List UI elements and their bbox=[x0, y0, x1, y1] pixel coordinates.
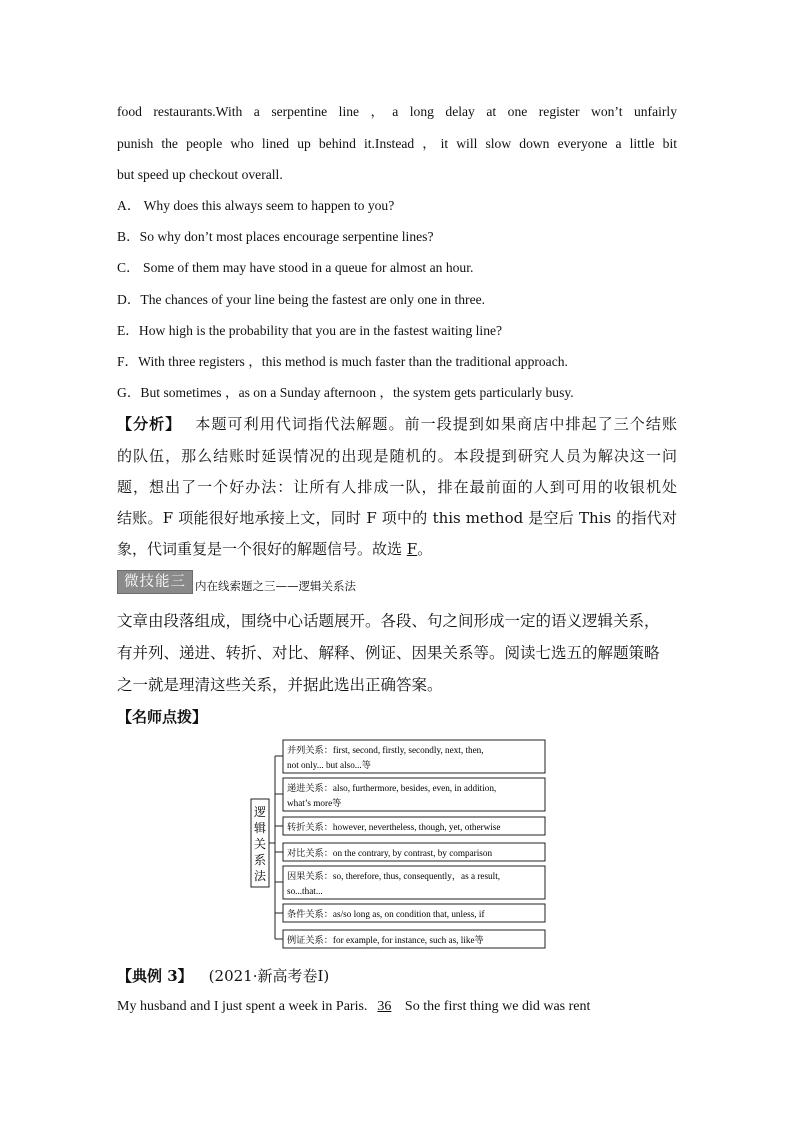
example-source: (2021·新高考卷Ⅰ) bbox=[208, 967, 330, 985]
section-body-line: 之一就是理清这些关系，并据此选出正确答案。 bbox=[117, 676, 443, 694]
section-title: 内在线索题之三——逻辑关系法 bbox=[195, 579, 356, 593]
passage-line: punish the people who lined up behind it.Instead ，it will slow down everyone a little bit bbox=[117, 136, 677, 151]
diagram-box-text: 对比关系：on the contrary, by contrast, by comparison bbox=[287, 848, 493, 858]
center-char: 关 bbox=[253, 837, 267, 851]
section-body-line: 文章由段落组成，围绕中心话题展开。各段、句之间形成一定的语义逻辑关系， bbox=[117, 612, 660, 630]
diagram-center-label bbox=[254, 805, 267, 883]
center-char: 辑 bbox=[253, 821, 267, 835]
option-b: B．So why don’t most places encourage serpentine lines? bbox=[117, 229, 434, 244]
option-c: C． Some of them may have stood in a queue for almost an hour. bbox=[117, 260, 474, 275]
option-d: D．The chances of your line being the fastest are only one in three. bbox=[117, 292, 486, 307]
option-f: F．With three registers ，this method is much faster than the traditional approach. bbox=[117, 354, 568, 369]
section-tag: 微技能三 bbox=[117, 570, 193, 594]
analysis-line-2: 的队伍，那么结账时延误情况的出现是随机的。本段提到研究人员为解决这一问 bbox=[117, 447, 677, 465]
diagram-box-text: 并列关系：first, second, firstly, secondly, next, then, bbox=[287, 745, 484, 755]
analysis-label: 【分析】 bbox=[117, 415, 182, 433]
analysis-line-4: 结账。F 项能很好地承接上文，同时 F 项中的 this method 是空后 This 的指代对 bbox=[117, 509, 677, 527]
logic-relation-diagram bbox=[245, 735, 550, 951]
passage-line: but speed up checkout overall. bbox=[117, 167, 283, 182]
option-e: E．How high is the probability that you are in the fastest waiting line? bbox=[117, 323, 503, 338]
diagram-box-text: 转折关系：however, nevertheless, though, yet, otherwise bbox=[287, 822, 501, 832]
passage-line: My husband and I just spent a week in Paris. 36 So the first thing we did was rent bbox=[117, 997, 677, 1017]
analysis-line-1: 【分析】 本题可利用代词指代法解题。前一段提到如果商店中排起了三个结账 bbox=[117, 415, 677, 433]
answer-letter: F bbox=[406, 540, 418, 558]
center-char: 逻 bbox=[253, 805, 267, 819]
diagram-box-text: not only... but also...等 bbox=[287, 760, 371, 770]
example-label: 【典例 3】 bbox=[117, 967, 193, 985]
section-body-line: 有并列、递进、转折、对比、解释、例证、因果关系等。阅读七选五的解题策略 bbox=[117, 644, 660, 662]
blank-36: 36 bbox=[377, 999, 392, 1014]
option-g: G．But sometimes ，as on a Sunday afternoon ，the system gets particularly busy. bbox=[117, 385, 574, 400]
tip-heading: 【名师点拨】 bbox=[117, 708, 208, 726]
passage-line: food restaurants.With a serpentine line ，a long delay at one register won’t unfairly bbox=[117, 104, 677, 119]
center-char: 法 bbox=[253, 869, 267, 883]
section-body bbox=[117, 605, 677, 701]
diagram-box-text: what’s more等 bbox=[287, 798, 342, 808]
diagram-box-text: 例证关系：for example, for instance, such as, like等 bbox=[287, 935, 484, 945]
diagram-box-text: so...that... bbox=[287, 886, 323, 896]
diagram-box-text: 递进关系：also, furthermore, besides, even, in addition, bbox=[287, 783, 497, 793]
diagram-box-text: 因果关系：so, therefore, thus, consequently，as a result, bbox=[287, 871, 501, 881]
option-a: A． Why does this always seem to happen to you? bbox=[117, 198, 395, 213]
center-char: 系 bbox=[253, 853, 267, 867]
example-heading bbox=[117, 966, 677, 986]
section-banner bbox=[117, 571, 356, 594]
analysis-line-5: 象，代词重复是一个很好的解题信号。故选 F。 bbox=[117, 540, 433, 558]
analysis-line-3: 题，想出了一个好办法：让所有人排成一队，排在最前面的人到可用的收银机处 bbox=[117, 478, 677, 496]
diagram-box-text: 条件关系：as/so long as, on condition that, unless, if bbox=[287, 909, 485, 919]
